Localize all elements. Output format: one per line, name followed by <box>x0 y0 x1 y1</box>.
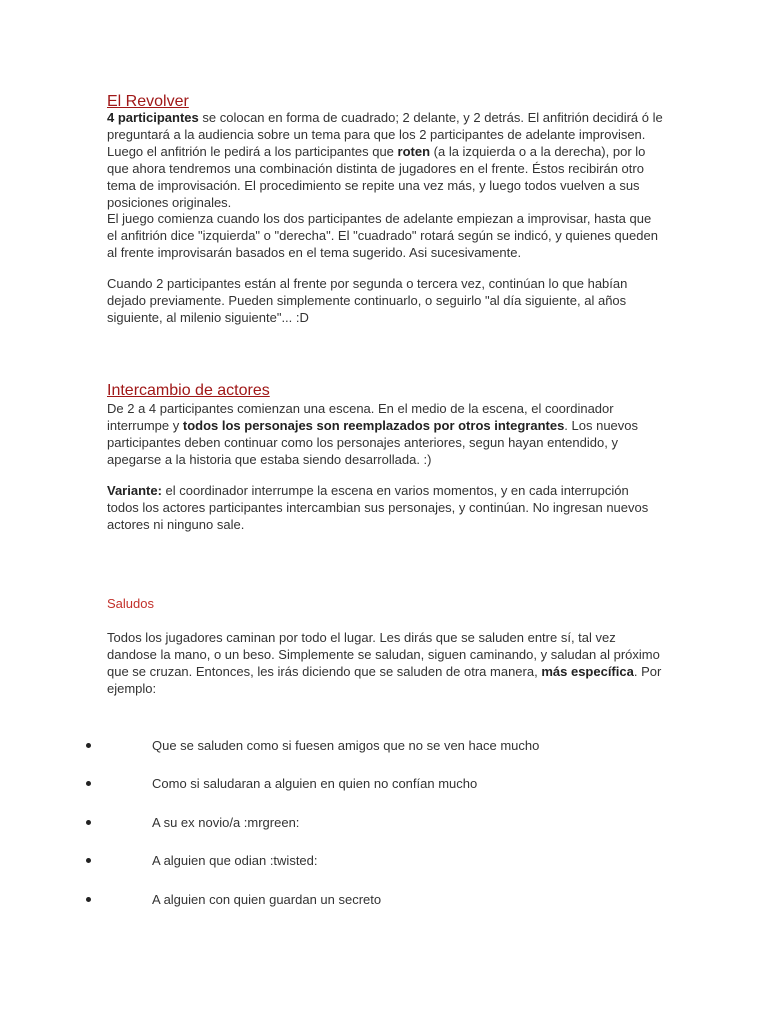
list-item: A alguien con quien guardan un secreto <box>0 892 768 910</box>
bullet-icon <box>86 897 91 902</box>
section-title-intercambio: Intercambio de actores <box>107 382 270 399</box>
list-item: A alguien que odian :twisted: <box>0 853 768 871</box>
revolver-paragraph-1: 4 participantes se colocan en forma de cuadrado; 2 delante, y 2 detrás. El anfitrión decidirá ó le preguntará a la audiencia sobre un tema para que los 2 participantes de adelante improvisen. Luego el anfitrión le pedirá a los participantes que roten (a la izquierda o a la derecha), por lo que ahora tendremos una combinación distinta de jugadores en el frente. Éstos recibirán otro tema de improvisación. El procedimiento se repite una vez más, y luego todos vuelven a sus posiciones originales. El juego comienza cuando los dos participantes de adelante empiezan a improvisar, hasta que el anfitrión dice "izquierda" o "derecha". El "cuadrado" rotará según se indicó, y quienes queden al frente improvisarán basados en el tema sugerido. Asi sucesivamente. <box>107 110 663 261</box>
intercambio-bold: todos los personajes son reemplazados por otros integrantes <box>182 417 565 433</box>
revolver-bold-roten: roten <box>397 143 431 159</box>
revolver-bold-participantes: 4 participantes <box>107 110 199 125</box>
saludos-paragraph: Todos los jugadores caminan por todo el lugar. Les dirás que se saluden entre sí, tal vez dandose la mano, o un beso. Simplemente se saludan, siguen caminando, y saludan al próximo que se cruzan. Entonces, les irás diciendo que se saluden de otra manera, más específica. Por ejemplo: <box>107 630 662 696</box>
variante-label: Variante: <box>107 483 162 498</box>
bullet-icon <box>86 820 91 825</box>
revolver-paragraph-2: Cuando 2 participantes están al frente por segunda o tercera vez, continúan lo que habían dejado previamente. Pueden simplemente continuarlo, o seguirlo "al día siguiente, al años siguiente, al milenio siguiente"... :D <box>107 276 628 325</box>
bullet-icon <box>86 743 91 748</box>
intercambio-paragraph-2: Variante: el coordinador interrumpe la escena en varios momentos, y en cada interrupción todos los actores participantes intercambian sus personajes, y continúan. No ingresan nuevos actores ni ninguno sale. <box>107 483 649 532</box>
section-title-saludos: Saludos <box>107 596 154 611</box>
saludos-bold: más específica <box>541 663 634 679</box>
section-title-revolver: El Revolver <box>107 93 189 110</box>
list-item: Como si saludaran a alguien en quien no confían mucho <box>0 776 768 794</box>
list-item: Que se saluden como si fuesen amigos que no se ven hace mucho <box>0 738 768 756</box>
list-item: A su ex novio/a :mrgreen: <box>0 815 768 833</box>
intercambio-paragraph-1: De 2 a 4 participantes comienzan una escena. En el medio de la escena, el coordinador interrumpe y todos los personajes son reemplazados por otros integrantes. Los nuevos participantes deben continuar como los personajes anteriores, segun hayan entendido, y apegarse a la historia que estaba siendo desarrollada. :) <box>107 401 639 467</box>
bullet-icon <box>86 781 91 786</box>
bullet-icon <box>86 858 91 863</box>
